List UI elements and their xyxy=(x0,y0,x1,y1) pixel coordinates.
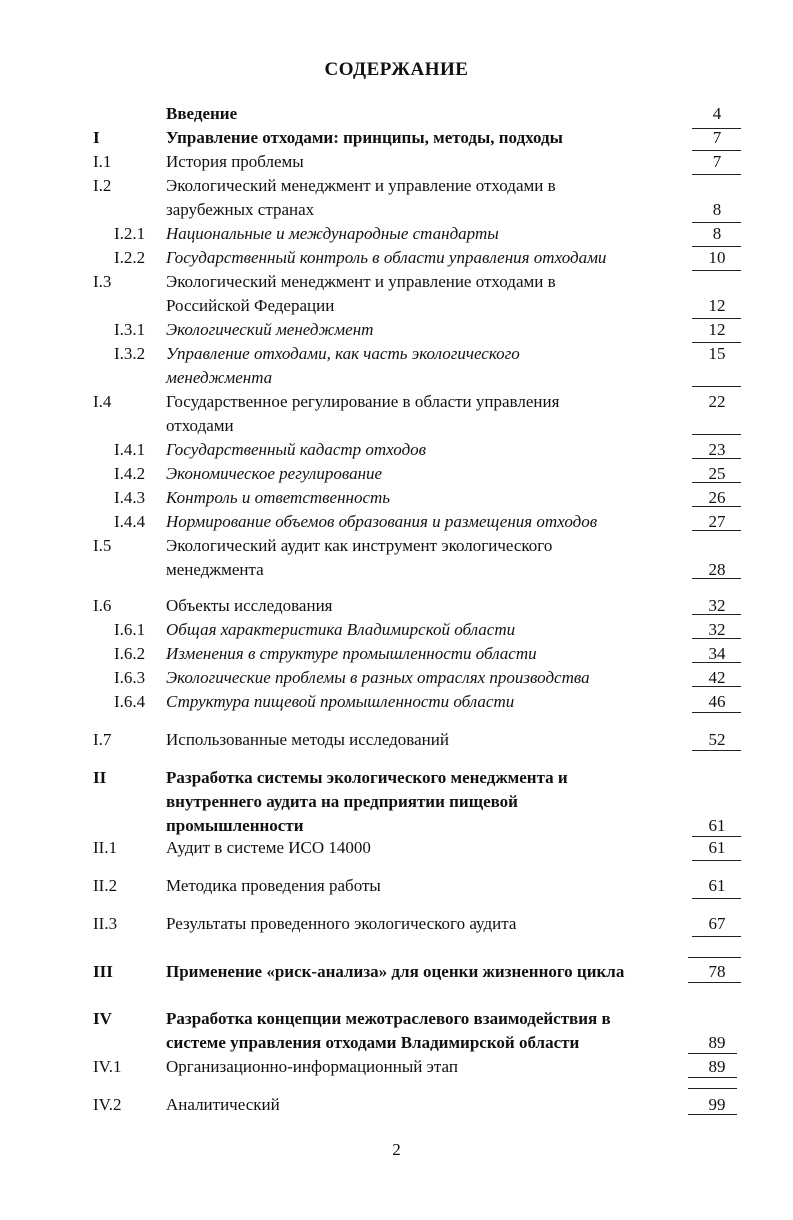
toc-entry-title xyxy=(166,766,676,838)
toc-entry-number: I.2.1 xyxy=(114,224,146,243)
toc-entry-title-line: Экономическое регулирование xyxy=(166,464,383,483)
toc-entry-title xyxy=(166,912,676,936)
toc-entry-title xyxy=(166,960,676,984)
toc-entry-title xyxy=(166,618,676,642)
page-number-rule xyxy=(692,614,741,615)
toc-entry-number: I.6.2 xyxy=(114,644,146,663)
toc-entry-page: 52 xyxy=(708,730,726,749)
toc-entry-number: I.4.4 xyxy=(114,512,146,531)
toc-entry-number: IV xyxy=(93,1009,112,1028)
toc-entry-number: I.2 xyxy=(93,176,112,195)
toc-entry-page: 25 xyxy=(708,464,726,483)
toc-entry-page: 32 xyxy=(708,596,726,615)
toc-entry-page: 7 xyxy=(712,152,722,171)
page-number-rule xyxy=(692,712,741,713)
toc-entry-title xyxy=(166,342,676,390)
toc-entry-number: IV.1 xyxy=(93,1057,122,1076)
toc-entry-number: I.3.1 xyxy=(114,320,146,339)
page-number-rule xyxy=(692,458,741,459)
page-number-rule xyxy=(688,1088,737,1089)
toc-entry-page: 61 xyxy=(708,876,726,895)
toc-entry-title-line: Организационно-информационный этап xyxy=(166,1057,458,1076)
page-number-rule xyxy=(692,638,741,639)
toc-entry-title-line: Методика проведения работы xyxy=(166,876,381,895)
toc-entry-title-line: Объекты исследования xyxy=(166,596,333,615)
toc-entry-title-line: Разработка системы экологического менеджмента и xyxy=(166,768,568,787)
toc-entry-number: II.3 xyxy=(93,914,118,933)
toc-entry-title-line: Разработка концепции межотраслевого взаимодействия в xyxy=(166,1009,611,1028)
page-number-rule xyxy=(688,957,741,958)
toc-entry-title xyxy=(166,270,676,318)
toc-entry-page: 28 xyxy=(708,560,726,579)
toc-entry-title-line: Нормирование объемов образования и размещения отходов xyxy=(166,512,598,531)
toc-entry-title-line: Управление отходами: принципы, методы, подходы xyxy=(166,128,563,147)
toc-entry-page: 22 xyxy=(708,392,726,411)
toc-entry-number: I.4.1 xyxy=(114,440,146,459)
page-number-rule xyxy=(692,860,741,861)
toc-entry-title-line: Экологический менеджмент xyxy=(166,320,374,339)
toc-entry-title-line: менеджмента xyxy=(166,368,273,387)
toc-entry-title-line: Аналитический xyxy=(166,1095,280,1114)
toc-entry-page: 32 xyxy=(708,620,726,639)
toc-entry-page: 10 xyxy=(708,248,726,267)
page-number-rule xyxy=(692,530,741,531)
toc-entry-title-line: промышленности xyxy=(166,816,304,835)
toc-entry-number: I.1 xyxy=(93,152,112,171)
toc-entry-title xyxy=(166,874,676,898)
toc-entry-title xyxy=(166,486,676,510)
page-number-rule xyxy=(692,578,741,579)
page-number-rule xyxy=(692,128,741,129)
toc-entry-page: 4 xyxy=(712,104,722,123)
toc-entry-title-line: Экологический менеджмент и управление отходами в xyxy=(166,272,556,291)
toc-entry-page: 46 xyxy=(708,692,726,711)
toc-entry-page: 7 xyxy=(712,128,722,147)
toc-entry-number: I.6 xyxy=(93,596,112,615)
toc-entry-title xyxy=(166,246,676,270)
toc-entry-title-line: Государственный кадастр отходов xyxy=(166,440,427,459)
page-number-rule xyxy=(692,174,741,175)
toc-entry-title xyxy=(166,594,676,618)
toc-entry-page: 61 xyxy=(708,838,726,857)
toc-entry-title xyxy=(166,690,676,714)
toc-entry-number: I.2.2 xyxy=(114,248,146,267)
page-number-rule xyxy=(692,386,741,387)
toc-entry-title-line: Результаты проведенного экологического аудита xyxy=(166,914,517,933)
toc-entry-title xyxy=(166,462,676,486)
toc-entry-page: 12 xyxy=(708,320,726,339)
toc-entry-title-line: менеджмента xyxy=(166,560,264,579)
toc-entry-title xyxy=(166,174,676,222)
toc-entry-title xyxy=(166,510,676,534)
toc-entry-title xyxy=(166,126,676,150)
page-number-rule xyxy=(692,246,741,247)
toc-entry-title-line: Изменения в структуре промышленности области xyxy=(166,644,537,663)
page-number-rule xyxy=(692,150,741,151)
toc-entry-title-line: История проблемы xyxy=(166,152,304,171)
page-number-rule xyxy=(692,750,741,751)
toc-entry-title xyxy=(166,1055,676,1079)
page-number-rule xyxy=(692,342,741,343)
toc-entry-title-line: Управление отходами, как часть экологического xyxy=(166,344,520,363)
toc-entry-number: I.6.1 xyxy=(114,620,146,639)
toc-entry-page: 23 xyxy=(708,440,726,459)
toc-entry-title xyxy=(166,666,676,690)
toc-entry-title-line: Экологический менеджмент и управление отходами в xyxy=(166,176,556,195)
toc-entry-title-line: Национальные и международные стандарты xyxy=(166,224,499,243)
page-number-rule xyxy=(692,506,741,507)
toc-entry-title-line: Экологические проблемы в разных отраслях производства xyxy=(166,668,590,687)
toc-entry-page: 99 xyxy=(708,1095,726,1114)
toc-entry-page: 34 xyxy=(708,644,726,663)
toc-entry-number: I.4.3 xyxy=(114,488,146,507)
toc-entry-title xyxy=(166,438,676,462)
page-number-rule xyxy=(692,222,741,223)
toc-entry-title xyxy=(166,836,676,860)
toc-entry-title-line: отходами xyxy=(166,416,234,435)
page-number-rule xyxy=(688,1053,737,1054)
page-number-rule xyxy=(692,936,741,937)
toc-entry-page: 89 xyxy=(708,1033,726,1052)
page-number-rule xyxy=(688,982,741,983)
toc-entry-title-line: Применение «риск-анализа» для оценки жизненного цикла xyxy=(166,962,625,981)
toc-entry-title-line: Российской Федерации xyxy=(166,296,335,315)
toc-entry-page: 12 xyxy=(708,296,726,315)
page-number-rule xyxy=(692,270,741,271)
toc-entry-title-line: зарубежных странах xyxy=(166,200,315,219)
toc-entry-number: I xyxy=(93,128,100,147)
toc-entry-number: II xyxy=(93,768,107,787)
toc-entry-number: I.7 xyxy=(93,730,112,749)
toc-entry-title-line: Контроль и ответственность xyxy=(166,488,391,507)
toc-entry-page: 78 xyxy=(708,962,726,981)
toc-entry-number: I.6.3 xyxy=(114,668,146,687)
toc-entry-title xyxy=(166,150,676,174)
toc-entry-number: I.4.2 xyxy=(114,464,146,483)
toc-entry-title-line: внутреннего аудита на предприятии пищевой xyxy=(166,792,518,811)
toc-entry-title xyxy=(166,102,676,126)
toc-entry-page: 89 xyxy=(708,1057,726,1076)
page-number-rule xyxy=(688,1114,737,1115)
toc-entry-title-line: Государственное регулирование в области управления xyxy=(166,392,560,411)
toc-entry-page: 27 xyxy=(708,512,726,531)
toc-entry-number: II.2 xyxy=(93,876,118,895)
toc-entry-title xyxy=(166,1093,676,1117)
toc-entry-page: 42 xyxy=(708,668,726,687)
toc-entry-number: I.5 xyxy=(93,536,112,555)
toc-entry-page: 15 xyxy=(708,344,726,363)
page-number-rule xyxy=(688,1077,737,1078)
toc-entry-title xyxy=(166,728,676,752)
page-number-rule xyxy=(692,898,741,899)
toc-entry-title-line: Общая характеристика Владимирской области xyxy=(166,620,516,639)
toc-entry-title xyxy=(166,642,676,666)
page-number-rule xyxy=(692,318,741,319)
toc-entry-title-line: Государственный контроль в области управления отходами xyxy=(166,248,607,267)
toc-entry-number: I.3.2 xyxy=(114,344,146,363)
toc-entry-page: 61 xyxy=(708,816,726,835)
toc-entry-title xyxy=(166,1007,676,1055)
toc-entry-page: 26 xyxy=(708,488,726,507)
toc-title: СОДЕРЖАНИЕ xyxy=(324,59,469,80)
page-number-rule xyxy=(692,662,741,663)
page-number-rule xyxy=(692,836,741,837)
toc-entry-page: 67 xyxy=(708,914,726,933)
toc-entry-number: II.1 xyxy=(93,838,118,857)
toc-entry-number: III xyxy=(93,962,113,981)
toc-entry-title-line: Аудит в системе ИСО 14000 xyxy=(166,838,371,857)
toc-entry-title-line: Использованные методы исследований xyxy=(166,730,449,749)
toc-entry-number: I.4 xyxy=(93,392,112,411)
toc-entry-number: I.3 xyxy=(93,272,112,291)
toc-entry-number: IV.2 xyxy=(93,1095,122,1114)
toc-entry-title xyxy=(166,222,676,246)
toc-entry-title xyxy=(166,534,676,582)
toc-entry-title-line: Экологический аудит как инструмент экологического xyxy=(166,536,553,555)
toc-entry-title-line: системе управления отходами Владимирской области xyxy=(166,1033,580,1052)
page-number-rule xyxy=(692,482,741,483)
page-number-rule xyxy=(692,434,741,435)
page-number: 2 xyxy=(392,1140,401,1159)
toc-entry-page: 8 xyxy=(712,224,722,243)
page-number-rule xyxy=(692,686,741,687)
toc-entry-title-line: Структура пищевой промышленности области xyxy=(166,692,515,711)
toc-entry-page: 8 xyxy=(712,200,722,219)
toc-entry-title xyxy=(166,390,676,438)
toc-entry-title xyxy=(166,318,676,342)
toc-entry-number: I.6.4 xyxy=(114,692,146,711)
toc-entry-title-line: Введение xyxy=(166,104,238,123)
